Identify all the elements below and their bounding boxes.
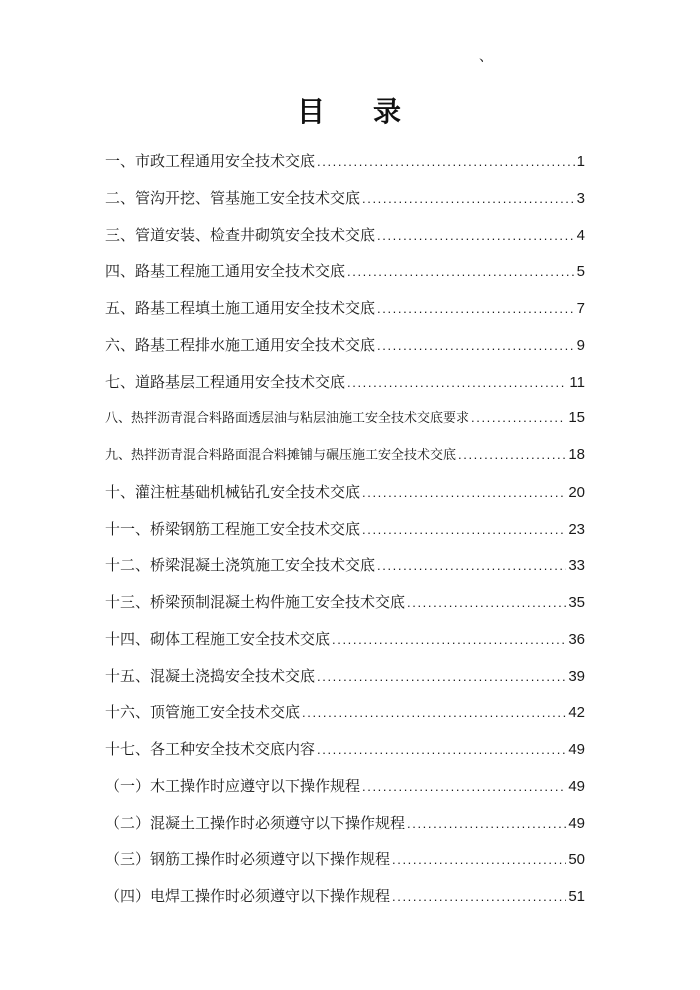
toc-entry-title: 四、路基工程施工通用安全技术交底 [105, 262, 346, 281]
toc-dot-leader [377, 291, 575, 328]
toc-entry[interactable] [105, 878, 585, 915]
toc-entry[interactable] [105, 621, 585, 658]
toc-entry-title: 十二、桥梁混凝土浇筑施工安全技术交底 [105, 556, 376, 575]
toc-dot-leader [347, 254, 575, 291]
toc-page-number: 15 [568, 409, 585, 427]
toc-entry[interactable] [105, 217, 585, 254]
toc-dot-leader [302, 695, 566, 732]
toc-page-number: 9 [576, 336, 585, 354]
toc-page-number: 49 [568, 814, 585, 832]
toc-page-number: 49 [568, 777, 585, 795]
toc-page-number: 42 [568, 704, 585, 722]
toc-entry-title: （二）混凝土工操作时必须遵守以下操作规程 [105, 813, 406, 832]
toc-entry[interactable] [105, 364, 585, 401]
toc-entry[interactable] [105, 841, 585, 878]
toc-entry[interactable] [105, 658, 585, 695]
toc-page-number: 51 [568, 888, 585, 905]
toc-entry-title: （一）木工操作时应遵守以下操作规程 [105, 776, 361, 795]
corner-mark: 、 [479, 49, 493, 65]
toc-page-number: 49 [568, 741, 585, 758]
toc-entry-title: 五、路基工程填土施工通用安全技术交底 [105, 299, 376, 317]
toc-entry-title: 十、灌注桩基础机械钻孔安全技术交底 [105, 482, 361, 501]
toc-entry-title: 十六、顶管施工安全技术交底 [105, 703, 301, 722]
toc-page-number: 11 [569, 373, 585, 391]
toc-entry-title: 十四、砌体工程施工安全技术交底 [105, 629, 331, 648]
toc-dot-leader [392, 842, 566, 879]
toc-entry[interactable] [105, 327, 585, 364]
page-title [0, 92, 700, 132]
toc-dot-leader [377, 328, 575, 365]
toc-entry-title: 三、管道安装、检查井砌筑安全技术交底 [105, 225, 376, 244]
toc-page-number: 18 [568, 446, 585, 463]
toc-entry-title: （四）电焊工操作时必须遵守以下操作规程 [105, 887, 391, 905]
table-of-contents [105, 143, 585, 915]
title-char-1: 目 [296, 95, 327, 128]
toc-entry[interactable] [105, 180, 585, 217]
toc-dot-leader [362, 181, 575, 218]
toc-entry[interactable] [105, 731, 585, 768]
title-char-2: 录 [373, 95, 404, 128]
toc-entry-title: 一、市政工程通用安全技术交底 [105, 152, 316, 170]
toc-dot-leader [362, 769, 566, 806]
toc-entry-title: 八、热拌沥青混合料路面透层油与粘层油施工安全技术交底要求 [105, 411, 470, 427]
toc-entry-title: 十一、桥梁钢筋工程施工安全技术交底 [105, 519, 361, 538]
toc-dot-leader [392, 879, 566, 916]
toc-entry-title: 九、热拌沥青混合料路面混合料摊铺与碾压施工安全技术交底 [105, 448, 457, 463]
toc-dot-leader [332, 622, 566, 659]
toc-page-number: 1 [576, 153, 585, 170]
toc-page-number: 35 [568, 594, 585, 611]
toc-entry-title: 十三、桥梁预制混凝土构件施工安全技术交底 [105, 593, 406, 611]
toc-entry-title: 六、路基工程排水施工通用安全技术交底 [105, 335, 376, 354]
toc-page-number: 39 [568, 667, 585, 685]
toc-dot-leader [362, 512, 566, 549]
toc-entry[interactable] [105, 437, 585, 474]
toc-dot-leader [377, 218, 575, 255]
toc-dot-leader [317, 659, 566, 696]
toc-entry-title: 十五、混凝土浇捣安全技术交底 [105, 666, 316, 685]
toc-dot-leader [471, 400, 566, 437]
toc-entry[interactable] [105, 547, 585, 584]
toc-page-number: 20 [568, 483, 585, 501]
toc-entry-title: 十七、各工种安全技术交底内容 [105, 740, 316, 758]
toc-dot-leader [407, 806, 566, 843]
toc-dot-leader [317, 144, 575, 181]
toc-entry-title: 二、管沟开挖、管基施工安全技术交底 [105, 188, 361, 207]
toc-page-number: 7 [576, 300, 585, 317]
toc-page-number: 4 [576, 226, 585, 244]
toc-dot-leader [317, 732, 566, 769]
toc-entry-title: 七、道路基层工程通用安全技术交底 [105, 372, 346, 391]
toc-entry[interactable] [105, 584, 585, 621]
toc-entry[interactable] [105, 253, 585, 290]
toc-entry[interactable] [105, 768, 585, 805]
toc-dot-leader [377, 548, 566, 585]
toc-page-number: 50 [568, 851, 585, 869]
toc-entry[interactable] [105, 143, 585, 180]
toc-page-number: 3 [576, 189, 585, 207]
toc-dot-leader [347, 365, 567, 402]
toc-dot-leader [407, 585, 566, 622]
toc-entry[interactable] [105, 805, 585, 842]
toc-page-number: 23 [568, 520, 585, 538]
toc-dot-leader [362, 475, 566, 512]
toc-dot-leader [458, 437, 566, 474]
toc-page-number: 36 [568, 630, 585, 648]
toc-entry[interactable] [105, 400, 585, 437]
toc-page-number: 5 [576, 263, 585, 281]
toc-entry[interactable] [105, 511, 585, 548]
toc-entry[interactable] [105, 290, 585, 327]
toc-page-number: 33 [568, 557, 585, 575]
toc-entry[interactable] [105, 474, 585, 511]
toc-entry-title: （三）钢筋工操作时必须遵守以下操作规程 [105, 850, 391, 869]
toc-entry[interactable] [105, 694, 585, 731]
